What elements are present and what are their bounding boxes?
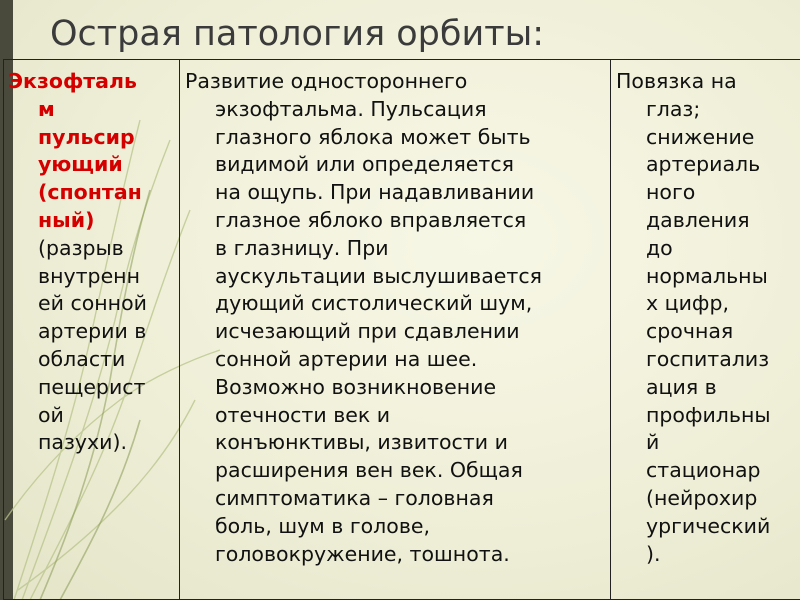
treatment-text: Повязка на глаз; снижение артериаль ного давления до нормальны х цифр, срочная госпитализ ация в профильны й стационар (нейрохир ургический ). [616,69,771,566]
treatment-cell [611,60,800,600]
condition-name: Экзофталь м пульсир ующий (спонтан ный) [8,69,142,232]
condition-cell [4,60,180,600]
pathology-table [3,59,800,600]
description-cell [180,60,611,600]
slide-title: Острая патология орбиты: [50,14,545,54]
condition-block [8,68,177,457]
description-text: Развитие одностороннего экзофтальма. Пульсация глазного яблока может быть видимой или определяется на ощупь. При надавливании глазное яблоко вправляется в глазницу. При аускультации выслушивается дующий систолический шум, исчезающий при сдавлении сонной артерии на шее. Возможно возникновение отечности век и конъюнктивы, извитости и расширения вен век. Общая симптоматика – головная боль, шум в голове, головокружение, тошнота. [185,69,542,566]
table-row [4,60,800,600]
condition-note: (разрыв внутренн ей сонной артерии в области пещерист ой пазухи). [38,235,147,455]
